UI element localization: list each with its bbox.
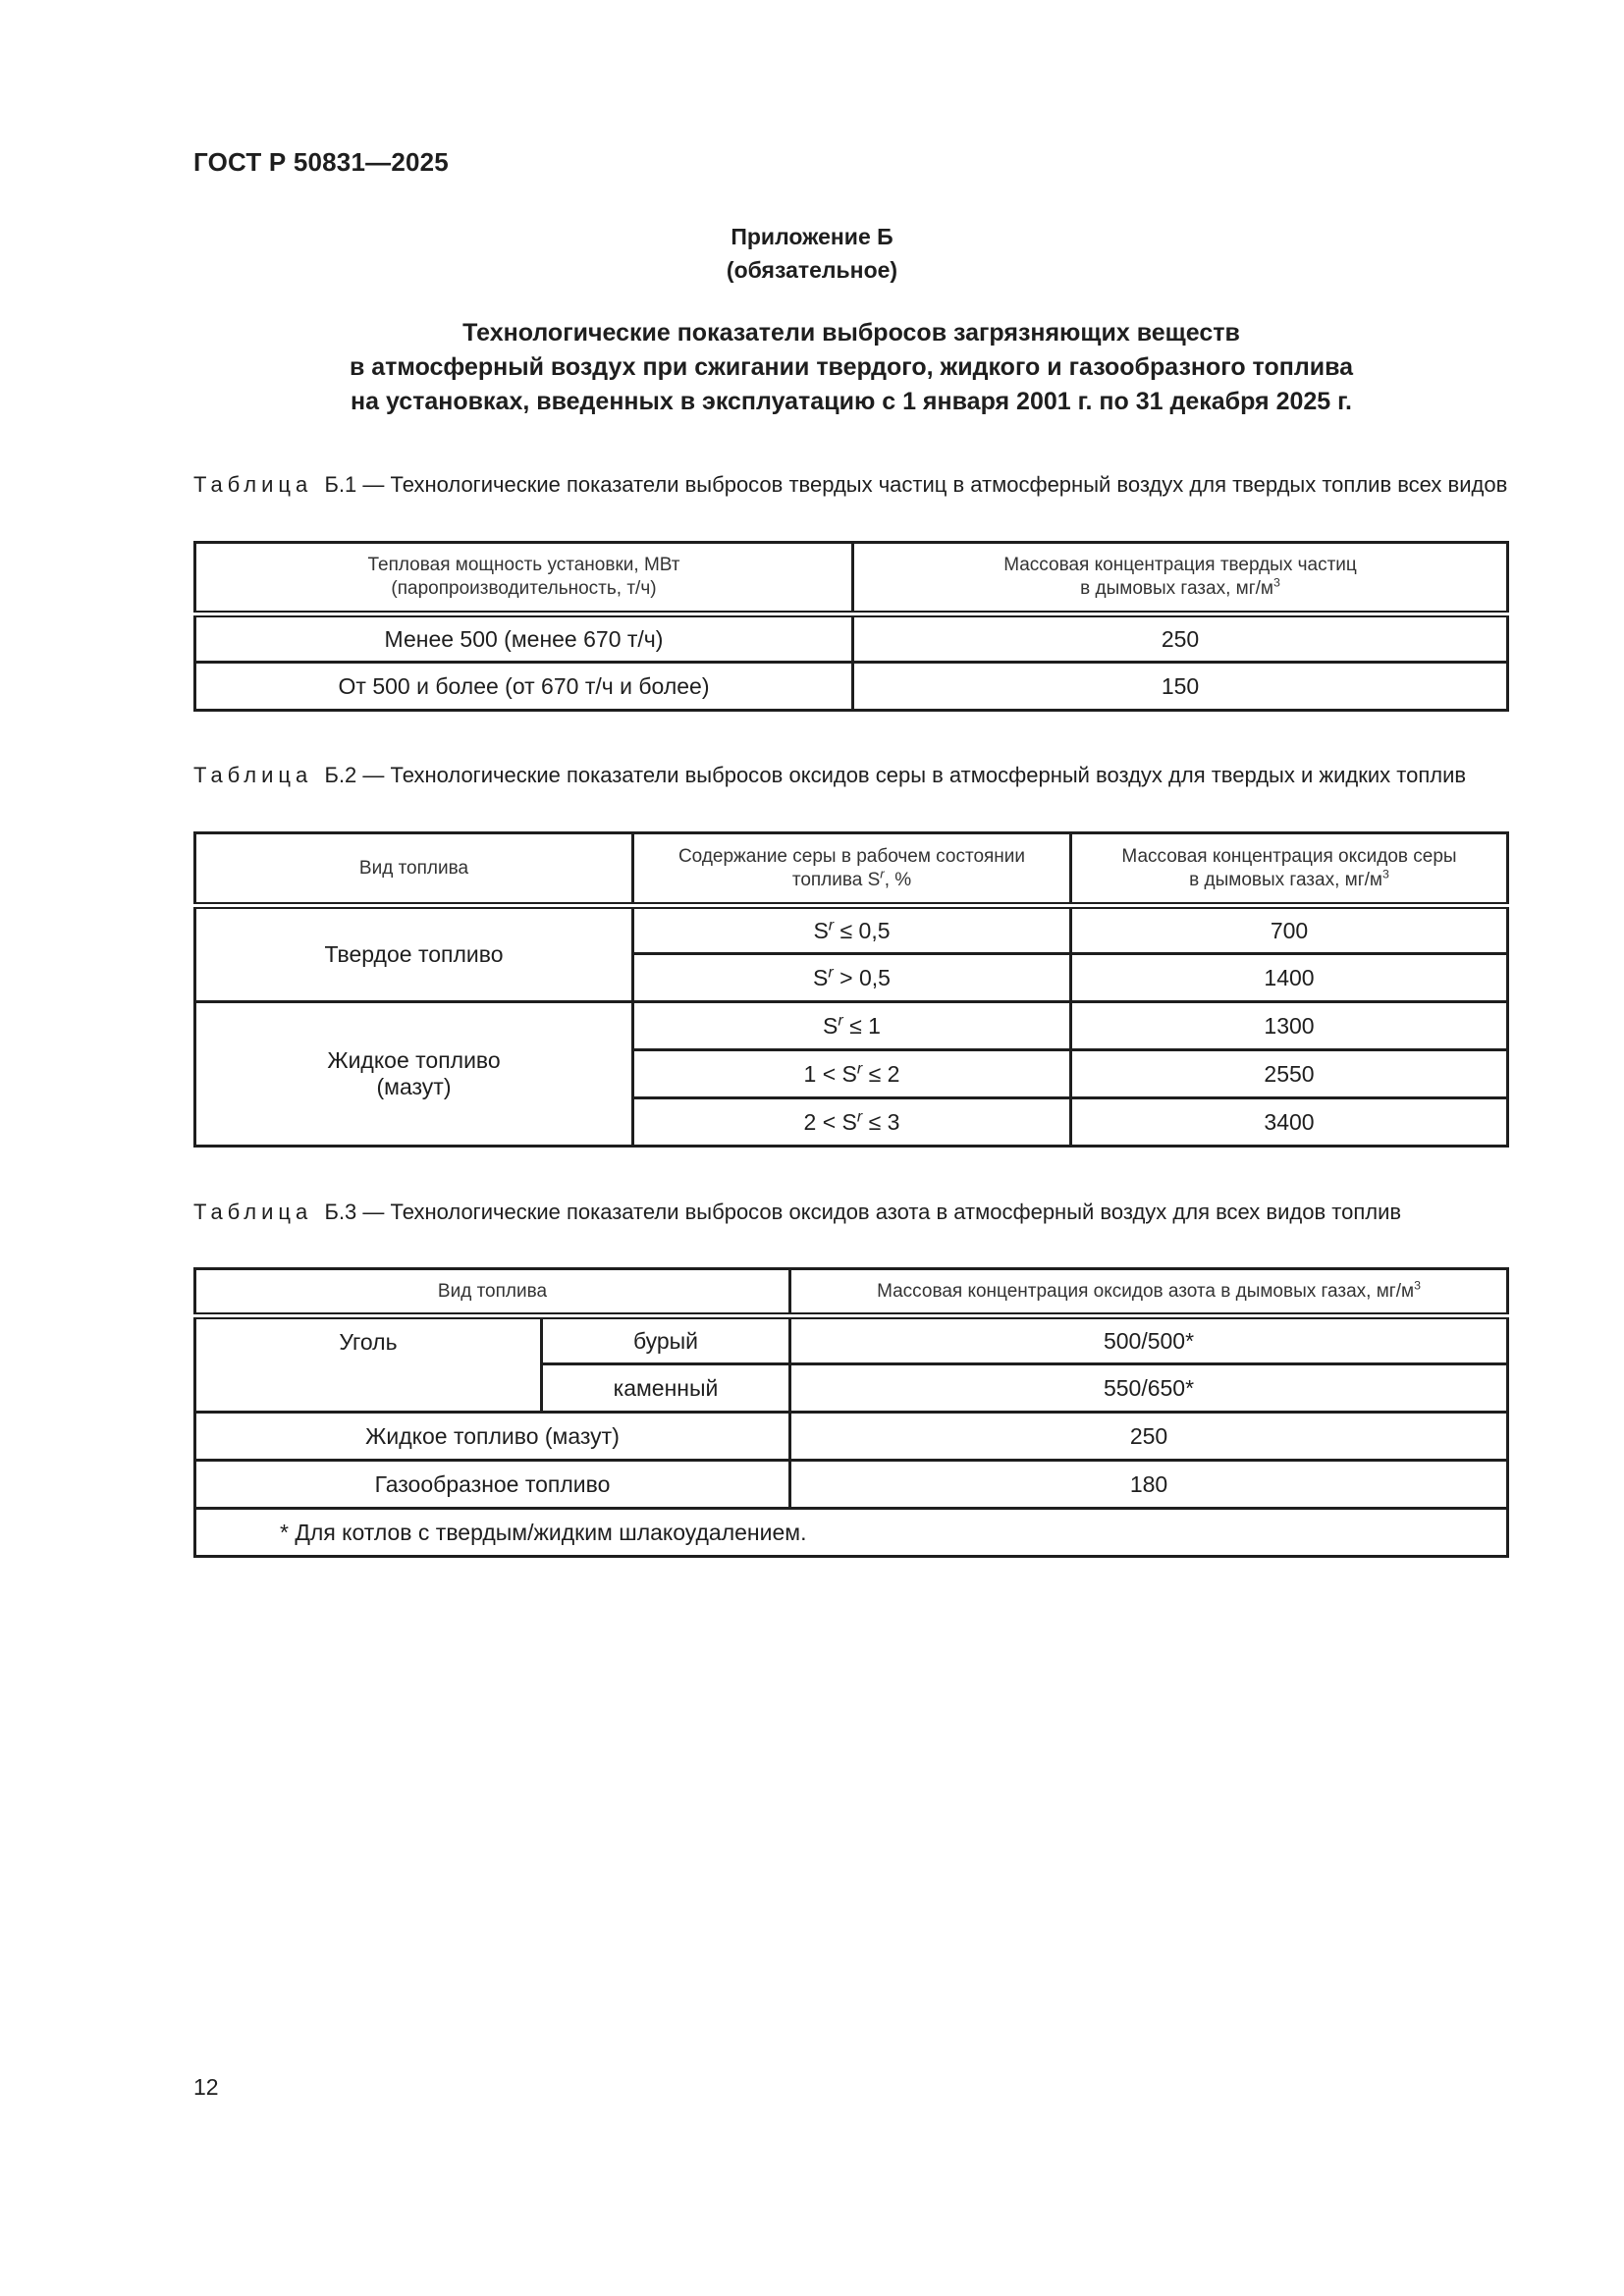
appendix-title: Приложение Б	[731, 224, 893, 249]
cell-value: 180	[790, 1461, 1508, 1509]
appendix-heading	[193, 316, 1509, 419]
cell-fuel: Газообразное топливо	[195, 1461, 790, 1509]
table-row	[195, 1461, 1508, 1509]
cell-sulfur-range: $1 < S^r \le 2$	[633, 1050, 1071, 1098]
caption-text: Б.3 — Технологические показатели выбросов оксидов азота в атмосферный воздух для всех видов топлив	[324, 1200, 1402, 1224]
header-cell-sulfur-oxide-concentration: Массовая концентрация оксидов серы в дымовых газах, $мг/м^3$	[1071, 833, 1508, 906]
cell-capacity: Менее 500 (менее 670 т/ч)	[195, 614, 853, 663]
cell-value: 150	[853, 663, 1508, 711]
table-row	[195, 663, 1508, 711]
cell-coal: Уголь	[195, 1316, 542, 1413]
table-row	[195, 906, 1508, 954]
appendix-status: (обязательное)	[726, 257, 898, 283]
table-b1-caption	[193, 470, 1509, 500]
cell-sulfur-range: $2 < S^r \le 3$	[633, 1098, 1071, 1147]
document-code: ГОСТ Р 50831—2025	[193, 147, 449, 177]
caption-text: Б.1 — Технологические показатели выбросов твердых частиц в атмосферный воздух для твердых топлив всех видов	[324, 472, 1508, 497]
header-cell-capacity: Тепловая мощность установки, МВт (паропроизводительность, т/ч)	[195, 543, 853, 614]
cell-coal-type: каменный	[542, 1364, 790, 1413]
header-cell-sulfur-content: Содержание серы в рабочем состоянии топлива $S^r$, %	[633, 833, 1071, 906]
cell-value: 1300	[1071, 1002, 1508, 1050]
cell-fuel: Жидкое топливо (мазут)	[195, 1413, 790, 1461]
table-row	[195, 1002, 1508, 1050]
heading-line: в атмосферный воздух при сжигании твердого, жидкого и газообразного топлива	[349, 353, 1354, 381]
cell-value: 500/500*	[790, 1316, 1508, 1364]
header-cell-fuel-type: Вид топлива	[195, 1269, 790, 1316]
cell-value: 1400	[1071, 954, 1508, 1002]
table-b2-caption	[193, 761, 1509, 790]
page-number: 12	[193, 2074, 219, 2100]
table-row	[195, 1316, 1508, 1364]
table-footnote: * Для котлов с твердым/жидким шлакоудалением.	[195, 1509, 1508, 1557]
header-cell-particle-concentration: Массовая концентрация твердых частиц в дымовых газах, $мг/м^3$	[853, 543, 1508, 614]
cell-sulfur-range: $S^r > 0,5$	[633, 954, 1071, 1002]
cell-value: 2550	[1071, 1050, 1508, 1098]
table-row	[195, 1413, 1508, 1461]
cell-sulfur-range: $S^r \le 1$	[633, 1002, 1071, 1050]
header-cell-fuel-type: Вид топлива	[195, 833, 633, 906]
table-note-row	[195, 1509, 1508, 1557]
cell-value: 550/650*	[790, 1364, 1508, 1413]
heading-line: Технологические показатели выбросов загрязняющих веществ	[462, 319, 1240, 347]
cell-capacity: От 500 и более (от 670 т/ч и более)	[195, 663, 853, 711]
table-label: Таблица	[193, 763, 313, 787]
table-row	[195, 614, 1508, 663]
cell-coal-type: бурый	[542, 1316, 790, 1364]
cell-value: 3400	[1071, 1098, 1508, 1147]
cell-value: 250	[853, 614, 1508, 663]
cell-fuel-solid: Твердое топливо	[195, 906, 633, 1002]
table-b3-caption	[193, 1198, 1509, 1227]
header-cell-nitrogen-oxide-concentration: Массовая концентрация оксидов азота в дымовых газах, $мг/м^3$	[790, 1269, 1508, 1316]
caption-text: Б.2 — Технологические показатели выбросов оксидов серы в атмосферный воздух для твердых и жидких топлив	[324, 763, 1467, 787]
table-label: Таблица	[193, 472, 313, 497]
table-b3	[193, 1267, 1509, 1558]
cell-fuel-liquid: Жидкое топливо (мазут)	[195, 1002, 633, 1147]
table-b2	[193, 831, 1509, 1148]
table-label: Таблица	[193, 1200, 313, 1224]
table-b1	[193, 541, 1509, 712]
heading-line: на установках, введенных в эксплуатацию с 1 января 2001 г. по 31 декабря 2025 г.	[351, 388, 1352, 415]
cell-sulfur-range: $S^r \le 0,5$	[633, 906, 1071, 954]
cell-value: 700	[1071, 906, 1508, 954]
cell-value: 250	[790, 1413, 1508, 1461]
